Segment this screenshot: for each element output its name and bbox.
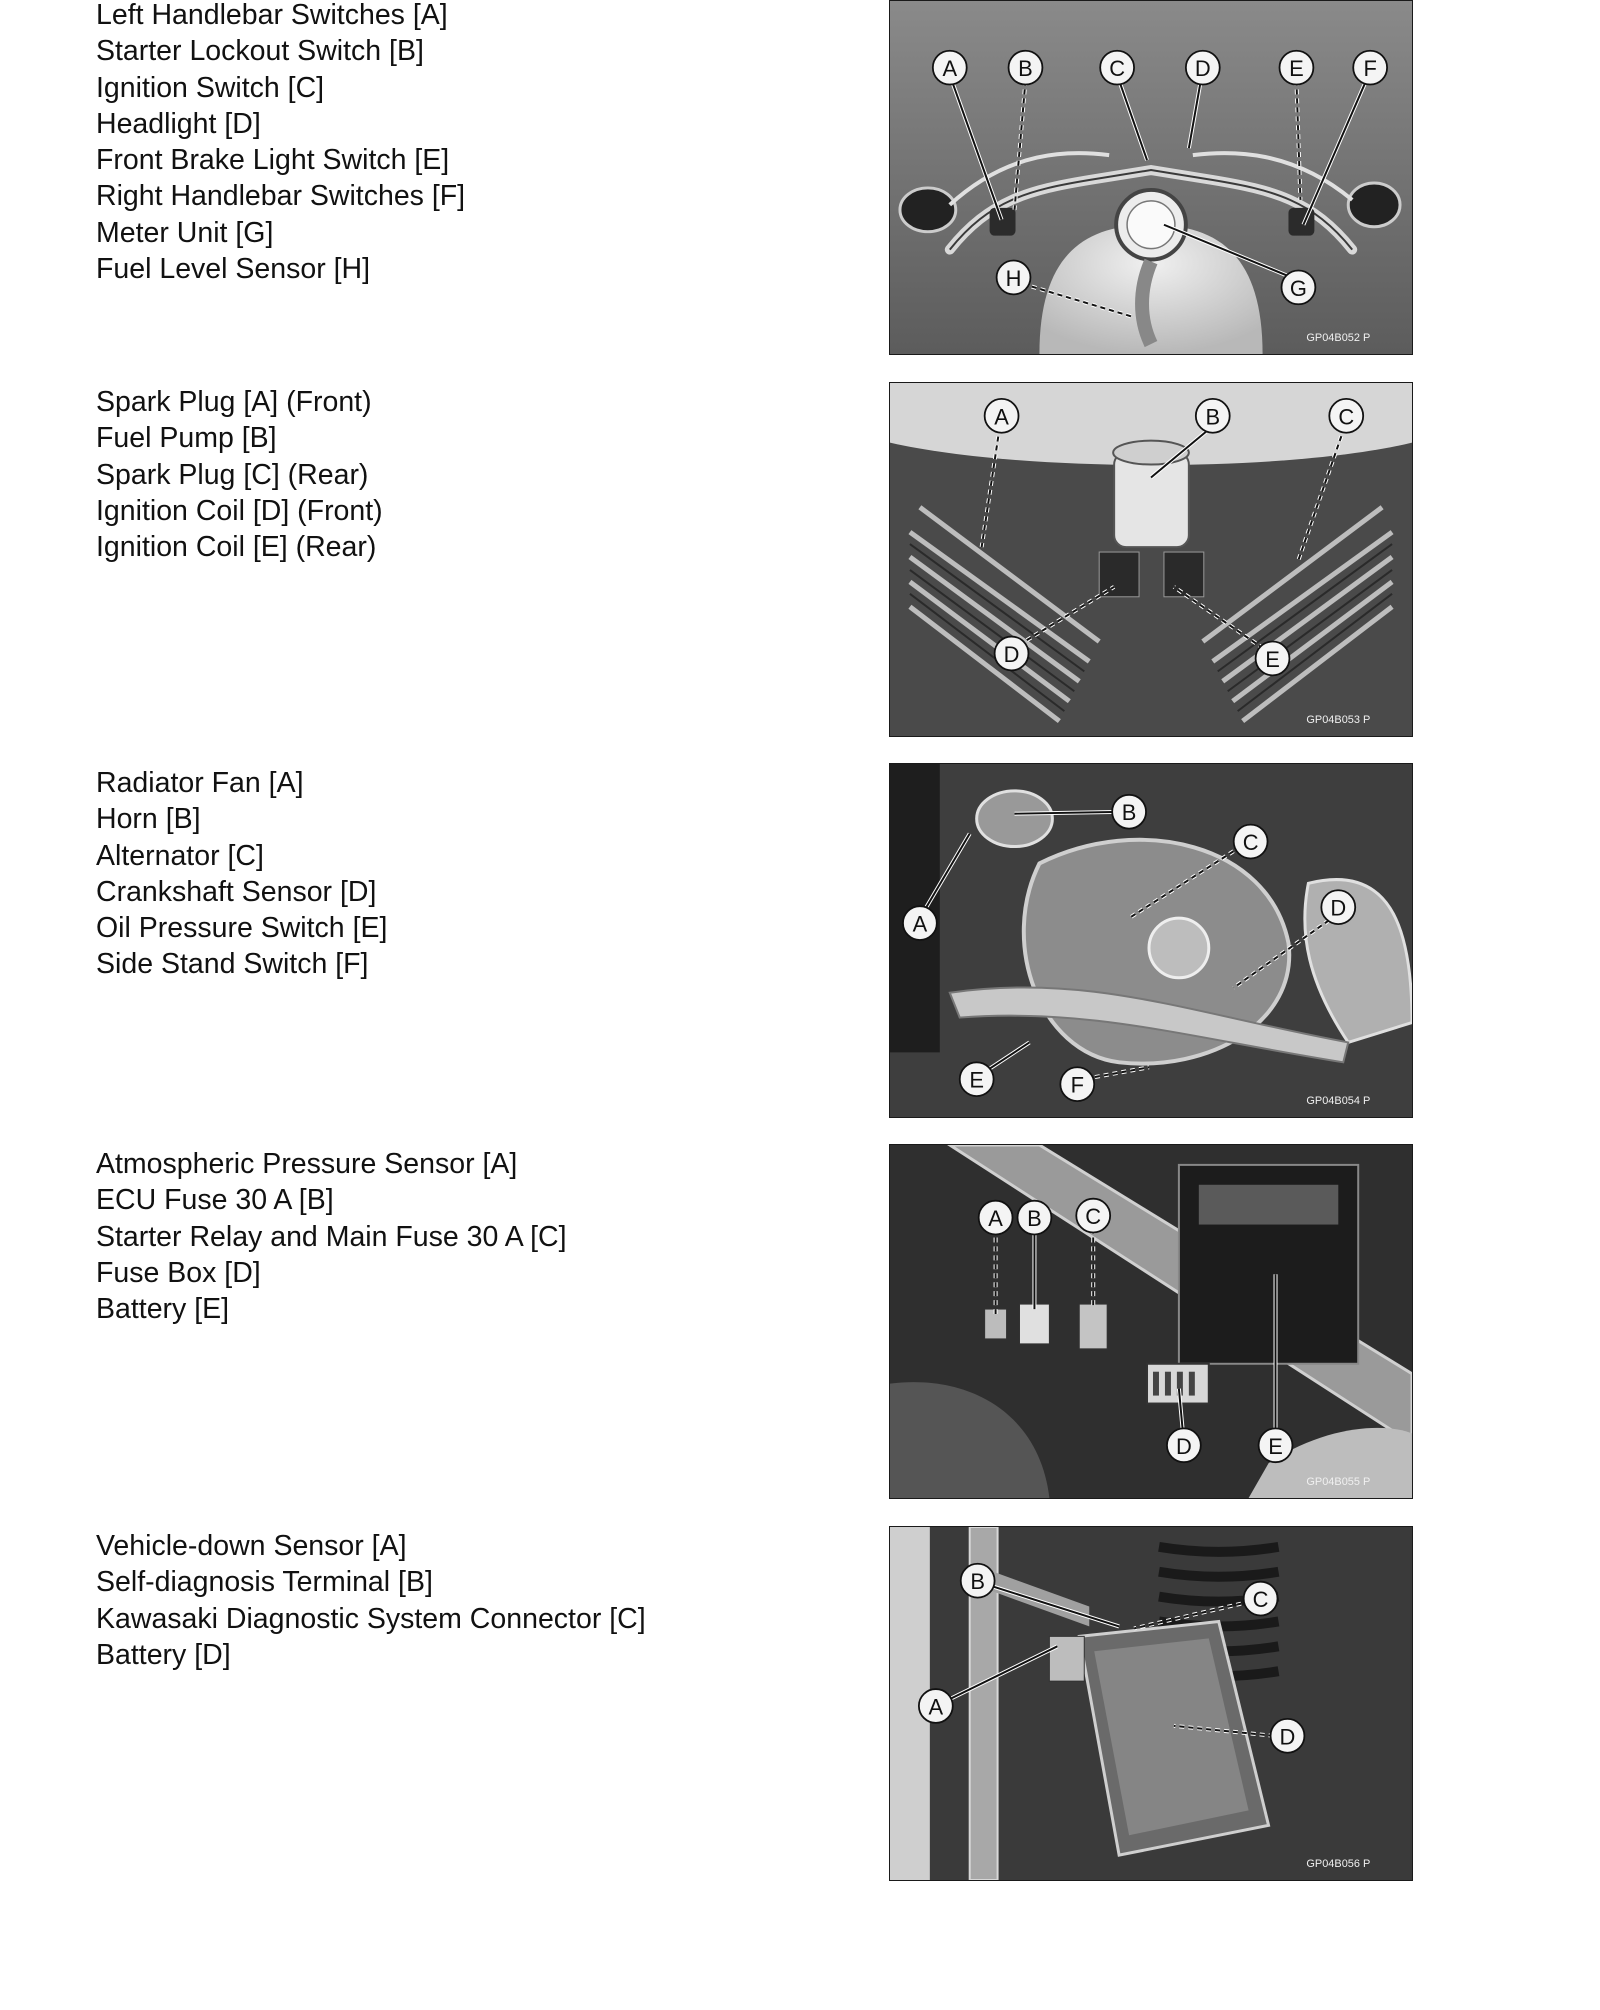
label-item: ECU Fuse 30 A [B] [96, 1184, 334, 1217]
callout-a [919, 1689, 953, 1723]
label-item: Horn [B] [96, 803, 201, 836]
callout-f [1353, 51, 1387, 85]
label-item: Fuse Box [D] [96, 1256, 261, 1289]
section-engine-top [0, 382, 1600, 742]
svg-text:F: F [1363, 56, 1377, 82]
svg-text:C: C [1242, 830, 1259, 856]
figure-handlebar-photo [889, 0, 1413, 355]
figure-code: GP04B052 P [1306, 332, 1371, 345]
callout-a [979, 1201, 1013, 1235]
svg-text:D: D [1279, 1724, 1296, 1750]
section-fuse-area [0, 1144, 1600, 1504]
label-item: Vehicle-down Sensor [A] [96, 1530, 407, 1562]
svg-text:B: B [970, 1569, 985, 1595]
svg-text:E: E [1268, 1433, 1283, 1459]
callout-e [1280, 51, 1314, 85]
label-item: Spark Plug [A] (Front) [96, 386, 372, 418]
callout-a [985, 399, 1019, 433]
svg-text:C: C [1109, 56, 1126, 82]
callout-a [903, 906, 937, 940]
callout-c [1234, 825, 1268, 859]
callout-d [995, 637, 1029, 671]
callout-h [997, 261, 1031, 295]
callout-b [1009, 51, 1043, 85]
label-list [96, 384, 383, 565]
svg-text:D: D [1003, 641, 1020, 667]
label-item: Ignition Switch [C] [96, 71, 325, 104]
callout-b [1196, 399, 1230, 433]
label-item: Fuel Level Sensor [H] [96, 253, 371, 286]
label-list [96, 765, 387, 983]
svg-text:C: C [1252, 1587, 1269, 1613]
label-item: Ignition Coil [E] (Rear) [96, 531, 377, 564]
svg-text:E: E [969, 1067, 984, 1093]
label-list [96, 0, 465, 287]
label-item: Right Handlebar Switches [F] [96, 180, 466, 213]
svg-text:G: G [1289, 275, 1307, 301]
svg-text:C: C [1338, 404, 1355, 430]
label-item: Self-diagnosis Terminal [B] [96, 1566, 433, 1599]
svg-text:D: D [1330, 895, 1347, 921]
label-item: Kawasaki Diagnostic System Connector [C] [96, 1602, 646, 1635]
label-item: Meter Unit [G] [96, 216, 274, 249]
figure-battery-area-photo [889, 1526, 1413, 1881]
callout-c [1076, 1199, 1110, 1233]
callout-b [1112, 795, 1146, 829]
label-item: Front Brake Light Switch [E] [96, 144, 450, 177]
svg-text:D: D [1194, 56, 1211, 82]
svg-text:H: H [1005, 265, 1022, 291]
label-item: Starter Relay and Main Fuse 30 A [C] [96, 1220, 567, 1253]
callout-c [1329, 399, 1363, 433]
label-item: Starter Lockout Switch [B] [96, 35, 424, 68]
label-item: Left Handlebar Switches [A] [96, 0, 448, 31]
callout-c [1244, 1582, 1278, 1616]
svg-text:A: A [928, 1694, 944, 1720]
svg-text:A: A [912, 911, 928, 937]
callout-d [1186, 51, 1220, 85]
callout-a [933, 51, 967, 85]
figure-fuse-area-photo [889, 1144, 1413, 1499]
svg-text:F: F [1070, 1072, 1084, 1098]
callout-e [1259, 1428, 1293, 1462]
section-engine-side [0, 763, 1600, 1123]
callout-d [1167, 1428, 1201, 1462]
callout-b [961, 1564, 995, 1598]
callout-d [1321, 890, 1355, 924]
label-item: Battery [D] [96, 1638, 231, 1671]
callout-d [1271, 1719, 1305, 1753]
svg-text:B: B [1027, 1206, 1042, 1232]
label-list [96, 1146, 567, 1327]
label-item: Crankshaft Sensor [D] [96, 875, 377, 908]
figure-engine-photo [889, 382, 1413, 737]
figure-engine-side-photo [889, 763, 1413, 1118]
svg-text:A: A [942, 56, 958, 82]
label-list [96, 1528, 646, 1673]
label-item: Ignition Coil [D] (Front) [96, 494, 383, 527]
section-handlebar [0, 0, 1600, 360]
label-item: Battery [E] [96, 1293, 230, 1326]
label-item: Headlight [D] [96, 107, 261, 140]
label-item: Oil Pressure Switch [E] [96, 912, 388, 945]
callout-g [1282, 270, 1316, 304]
label-item: Spark Plug [C] (Rear) [96, 458, 369, 491]
svg-text:E: E [1265, 646, 1280, 672]
section-battery-area [0, 1526, 1600, 1886]
svg-text:D: D [1175, 1433, 1192, 1459]
label-item: Side Stand Switch [F] [96, 948, 369, 981]
svg-text:B: B [1205, 404, 1221, 430]
figure-code: GP04B054 P [1306, 1095, 1371, 1108]
callout-c [1100, 51, 1134, 85]
label-item: Atmospheric Pressure Sensor [A] [96, 1148, 518, 1180]
callout-b [1018, 1201, 1052, 1235]
callout-e [1256, 642, 1290, 676]
svg-text:A: A [994, 404, 1009, 430]
figure-code: GP04B055 P [1306, 1476, 1371, 1489]
svg-text:A: A [988, 1206, 1003, 1232]
svg-text:E: E [1289, 56, 1304, 82]
svg-text:B: B [1121, 800, 1137, 826]
figure-code: GP04B053 P [1306, 714, 1371, 727]
figure-code: GP04B056 P [1306, 1858, 1371, 1871]
label-item: Radiator Fan [A] [96, 767, 304, 799]
svg-text:C: C [1085, 1204, 1102, 1230]
label-item: Fuel Pump [B] [96, 422, 277, 455]
callout-f [1060, 1067, 1094, 1101]
svg-text:B: B [1018, 56, 1033, 82]
callout-e [960, 1062, 994, 1096]
label-item: Alternator [C] [96, 839, 264, 872]
